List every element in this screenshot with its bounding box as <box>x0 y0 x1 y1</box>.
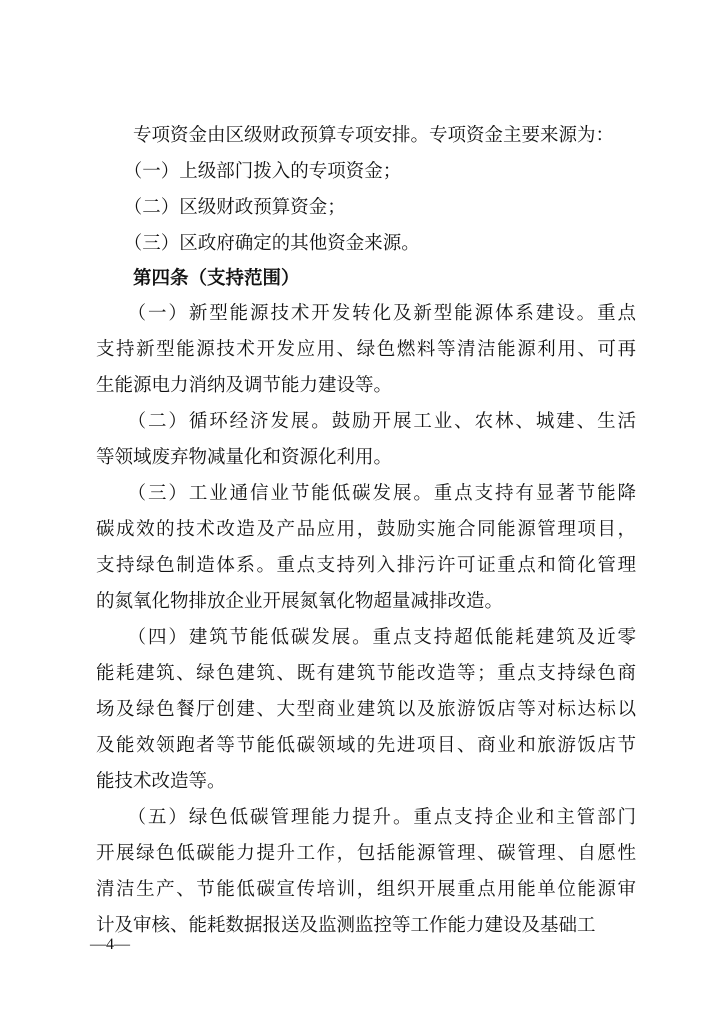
support-scope-item-3-line-3: 支持绿色制造体系。重点支持列入排污许可证重点和简化管理 <box>96 555 636 576</box>
funding-source-line-line-1: 专项资金由区级财政预算专项安排。专项资金主要来源为： <box>96 125 615 146</box>
support-scope-item-3-line-2: 碳成效的技术改造及产品应用，鼓励实施合同能源管理项目， <box>96 519 636 540</box>
support-scope-item-2-line-2: 等领域废弃物减量化和资源化利用。 <box>96 447 393 468</box>
support-scope-item-5-line-3: 清洁生产、节能低碳宣传培训，组织开展重点用能单位能源审 <box>96 879 636 900</box>
support-scope-item-4-line-5: 能技术改造等。 <box>96 771 226 792</box>
support-scope-item-3-line-4: 的氮氧化物排放企业开展氮氧化物超量减排改造。 <box>96 591 504 612</box>
article-4-heading-line-1: 第四条（支持范围） <box>96 268 300 289</box>
support-scope-item-4-line-2: 能耗建筑、绿色建筑、既有建筑节能改造等；重点支持绿色商 <box>96 663 636 684</box>
support-scope-item-5-line-4: 计及审核、能耗数据报送及监测监控等工作能力建设及基础工 <box>96 915 596 936</box>
support-scope-item-5-line-1: （五）绿色低碳管理能力提升。重点支持企业和主管部门 <box>96 807 636 828</box>
support-scope-item-1-line-2: 支持新型能源技术开发应用、绿色燃料等清洁能源利用、可再 <box>96 339 636 360</box>
funding-source-item-3-line-1: （三）区政府确定的其他资金来源。 <box>96 233 420 254</box>
funding-source-item-1-line-1: （一）上级部门拨入的专项资金； <box>96 161 402 182</box>
support-scope-item-4-line-3: 场及绿色餐厅创建、大型商业建筑以及旅游饭店等对标达标以 <box>96 699 636 720</box>
support-scope-item-5-line-2: 开展绿色低碳能力提升工作，包括能源管理、碳管理、自愿性 <box>96 843 636 864</box>
support-scope-item-4-line-4: 及能效领跑者等节能低碳领域的先进项目、商业和旅游饭店节 <box>96 735 636 756</box>
support-scope-item-3-line-1: （三）工业通信业节能低碳发展。重点支持有显著节能降 <box>96 483 636 504</box>
support-scope-item-1-line-3: 生能源电力消纳及调节能力建设等。 <box>96 375 393 396</box>
support-scope-item-1-line-1: （一）新型能源技术开发转化及新型能源体系建设。重点 <box>96 303 636 324</box>
page-number: —4— <box>90 936 130 953</box>
funding-source-item-2-line-1: （二）区级财政预算资金； <box>96 197 346 218</box>
support-scope-item-4-line-1: （四）建筑节能低碳发展。重点支持超低能耗建筑及近零 <box>96 627 636 648</box>
support-scope-item-2-line-1: （二）循环经济发展。鼓励开展工业、农林、城建、生活 <box>96 411 636 432</box>
